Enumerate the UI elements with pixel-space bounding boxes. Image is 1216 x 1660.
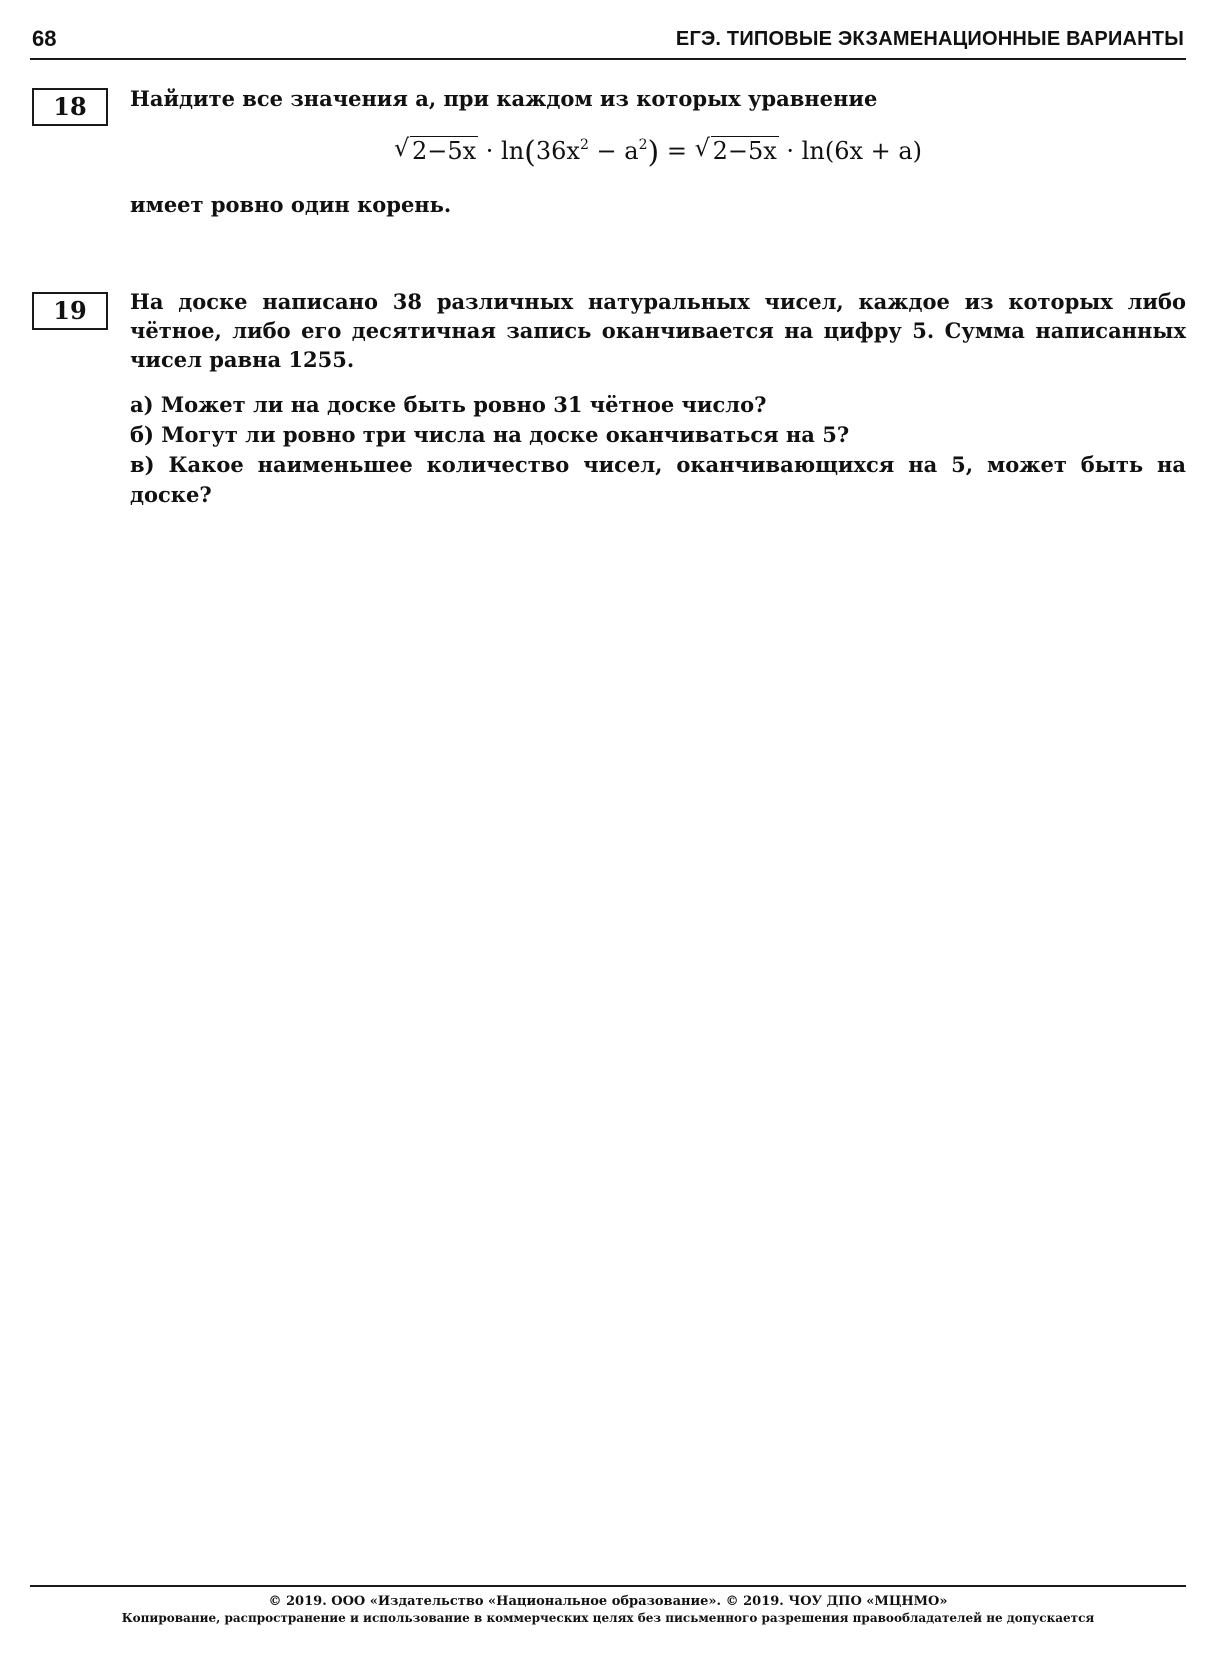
ln-left: ln: [501, 137, 525, 165]
exp-2: 2: [638, 137, 648, 153]
sqrt-right: [695, 136, 779, 165]
page-footer: [30, 1585, 1186, 1626]
page-header: [30, 22, 1186, 60]
task-18-equation: √ $2-5x \cdot \ln(36x^2 - a^2)$ = √ 2−5x · ln(6x + a): [130, 135, 1186, 170]
sqrt-left-arg: 2−5x: [411, 137, 477, 165]
ln-left-arg-b: − a: [596, 137, 639, 165]
sqrt-left: [394, 136, 478, 165]
ln-right-arg: 6x + a: [834, 137, 913, 165]
footer-notice: Копирование, распространение и использование в коммерческих целях без письменного разрешения правообладателей не допускается: [121, 1611, 1095, 1625]
task-19-number-box: 19: [32, 292, 108, 330]
task-18-intro: Найдите все значения a, при каждом из которых уравнение: [130, 86, 878, 111]
page-number: 68: [32, 26, 57, 51]
running-title: ЕГЭ. ТИПОВЫЕ ЭКЗАМЕНАЦИОННЫЕ ВАРИАНТЫ: [675, 28, 1184, 50]
exp-1: 2: [579, 137, 589, 153]
ln-right: ln: [801, 137, 825, 165]
task-19-subquestions: [130, 390, 1186, 510]
task-19-item-c: в) Какое наименьшее количество чисел, оканчивающихся на 5, может быть на доске?: [130, 452, 1186, 507]
task-18-number-box: 18: [32, 88, 108, 126]
ln-left-arg-a: 36x: [535, 137, 580, 165]
task-19-text: На доске написано 38 различных натуральных чисел, каждое из которых либо чётное, либо его десятичная запись оканчивается на цифру 5. Сумма написанных чисел равна 1255.: [130, 289, 1186, 372]
task-19-item-b: б) Могут ли ровно три числа на доске оканчиваться на 5?: [130, 422, 850, 447]
footer-copyright: © 2019. ООО «Издательство «Национальное образование». © 2019. ЧОУ ДПО «МЦНМО»: [268, 1594, 948, 1609]
task-19-item-a: а) Может ли на доске быть ровно 31 чётное число?: [130, 392, 767, 417]
sqrt-right-arg: 2−5x: [712, 137, 777, 165]
task-18-outro: имеет ровно один корень.: [130, 192, 452, 217]
